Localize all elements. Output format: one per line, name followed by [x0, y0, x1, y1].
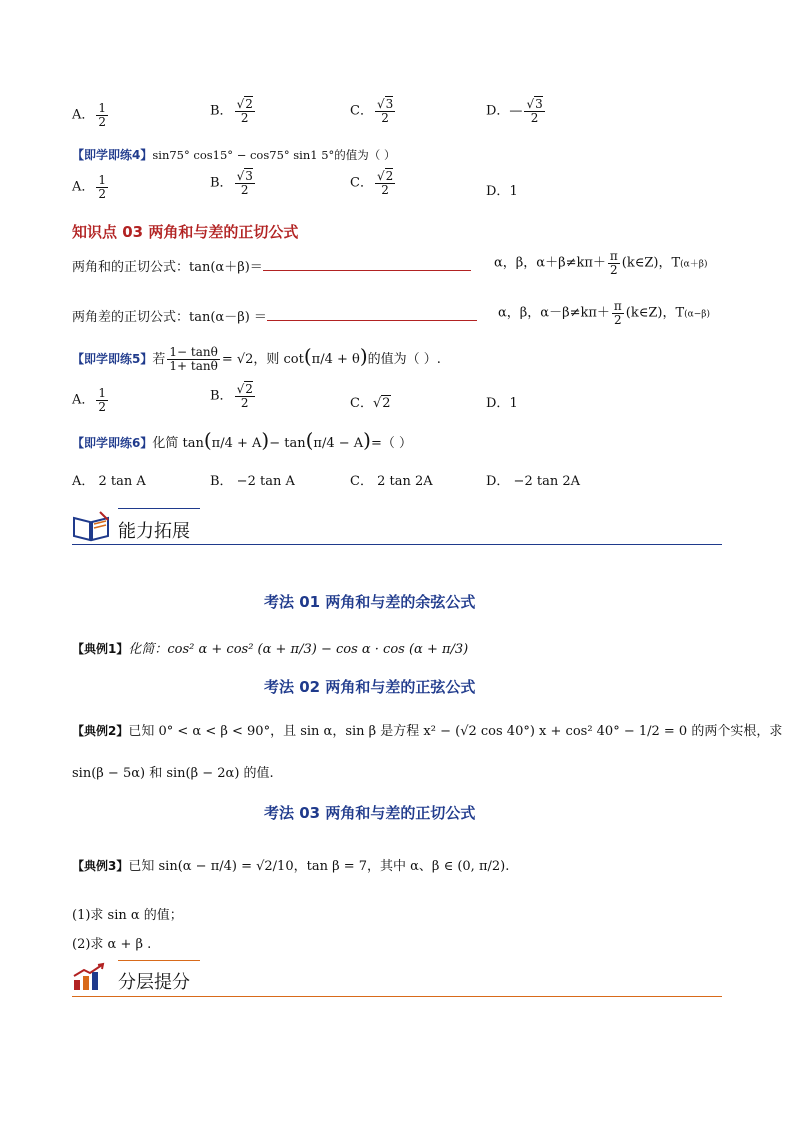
example3-text: 【典例3】已知 sin(α − π/4) = √2/10，tan β = 7，其中 α、β ∈ (0, π/2).: [72, 859, 510, 874]
q6-option-c: C． 2 tan 2A: [350, 474, 433, 489]
q-prev-option-a: A． $\frac{1}{2}$: [72, 101, 107, 129]
q4-option-c: C． $\frac{√2}{2}$: [350, 169, 394, 197]
section2-top-rule: [118, 960, 200, 961]
q-prev-option-c: C． $\frac{√3}{2}$: [350, 97, 394, 125]
kp03-title: 知识点 03 两角和与差的正切公式: [72, 223, 299, 241]
method03-title: 考法 03 两角和与差的正切公式: [264, 804, 476, 822]
q5-stem: 【即学即练5】若 $\frac{1- \tan\theta}{1+ \tan\theta}$ = √2，则 cot(π/4 + θ)的值为（ ）.: [72, 344, 441, 373]
q4-option-a: A． $\frac{1}{2}$: [72, 173, 107, 201]
sum-answer-blank[interactable]: [263, 258, 471, 271]
section1-bottom-rule: [72, 544, 722, 545]
q4-stem: 【即学即练4】sin75° cos15° − cos75° sin1 5°的值为（ ）: [72, 148, 396, 162]
example1-text: 【典例1】化简：cos² α + cos² (α + π/3) − cos α · cos (α + π/3): [72, 642, 469, 657]
q5-option-b: B． $\frac{√2}{2}$: [210, 382, 253, 410]
section1-title: 能力拓展: [118, 521, 190, 542]
q6-stem: 【即学即练6】化简 tan(π/4 + A)− tan(π/4 − A)=（ ）: [72, 428, 412, 452]
example3-sub2: (2)求 α + β .: [72, 937, 152, 952]
example2-line1: 【典例2】已知 0° < α < β < 90°，且 sin α，sin β 是方程 x² − (√2 cos 40°) x + cos² 40° − 1/2 = 0 的两个实根，求: [72, 724, 783, 739]
section1-top-rule: [118, 508, 200, 509]
method02-title: 考法 02 两角和与差的正弦公式: [264, 678, 476, 696]
q6-option-d: D． −2 tan 2A: [486, 474, 580, 489]
section2-title: 分层提分: [118, 972, 190, 993]
chart-growth-icon: [72, 962, 108, 992]
q5-option-a: A． $\frac{1}{2}$: [72, 386, 107, 414]
q4-option-d: D．1: [486, 184, 518, 199]
q4-option-b: B． $\frac{√3}{2}$: [210, 169, 253, 197]
kp03-diff-condition: α，β，α－β≠kπ＋ $\frac{\pi}{2}$ (k∈Z)，T(α−β): [498, 299, 711, 327]
kp03-sum-formula: 两角和的正切公式：tan(α＋β)＝: [72, 256, 471, 275]
q-prev-option-b: B． $\frac{√2}{2}$: [210, 97, 253, 125]
section2-bottom-rule: [72, 996, 722, 997]
q5-option-c: C．√2: [350, 396, 391, 411]
q6-option-b: B． −2 tan A: [210, 474, 295, 489]
q6-option-a: A． 2 tan A: [72, 474, 146, 489]
book-icon: [72, 510, 112, 542]
method01-title: 考法 01 两角和与差的余弦公式: [264, 593, 476, 611]
diff-answer-blank[interactable]: [267, 308, 477, 321]
q-prev-option-d: D．— $\frac{√3}{2}$: [486, 97, 543, 125]
kp03-diff-formula: 两角差的正切公式：tan(α－β) ＝: [72, 306, 477, 325]
example2-line2: sin(β − 5α) 和 sin(β − 2α) 的值.: [72, 766, 274, 781]
kp03-sum-condition: α，β，α＋β≠kπ＋ $\frac{\pi}{2}$ (k∈Z)，T(α＋β): [494, 249, 708, 277]
example3-sub1: (1)求 sin α 的值；: [72, 908, 183, 923]
q5-option-d: D．1: [486, 396, 518, 411]
